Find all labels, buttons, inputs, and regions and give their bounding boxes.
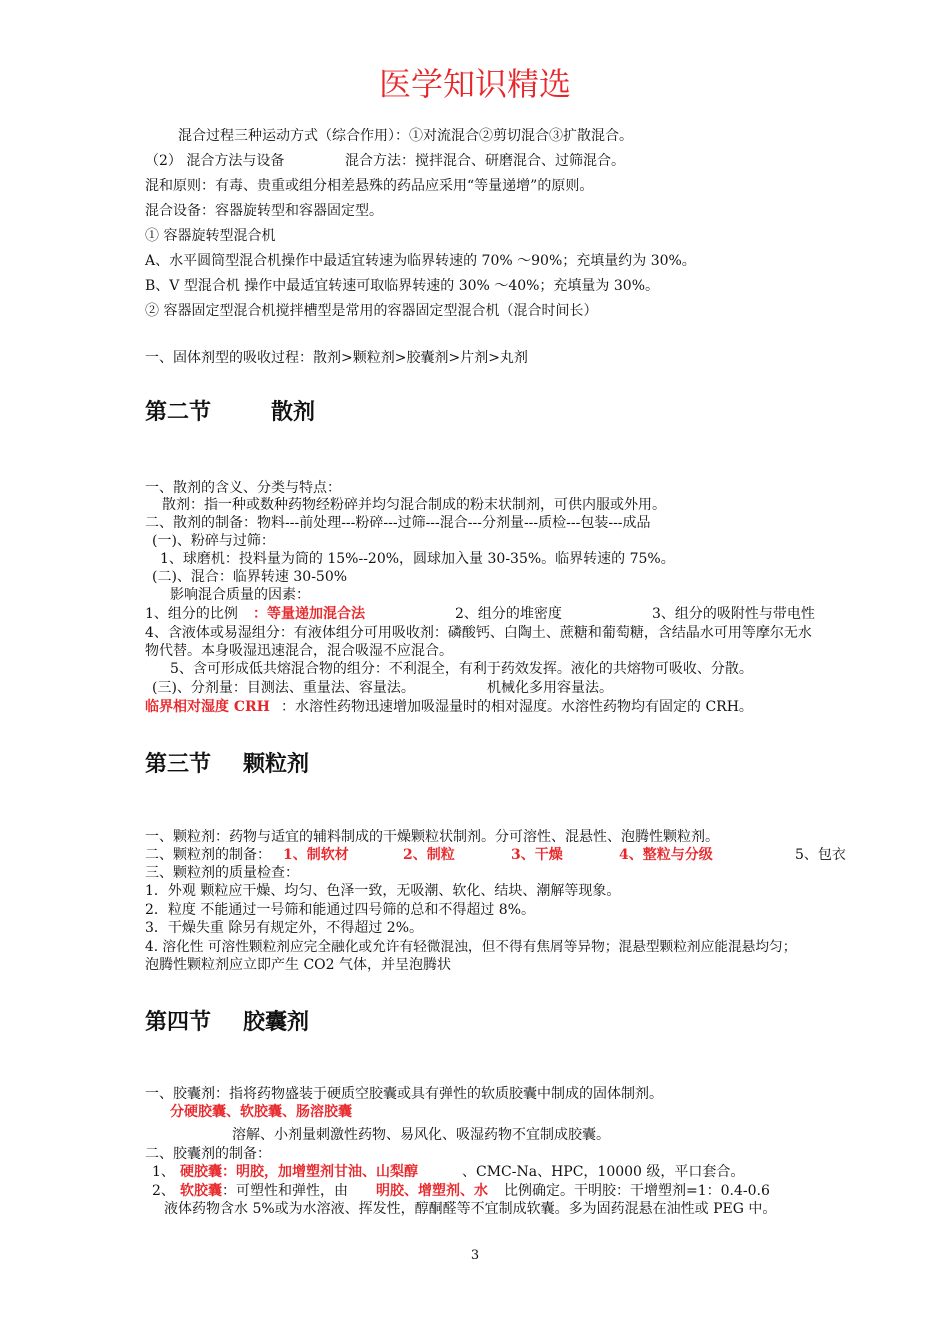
sec2-line-3: 二、散剂的制备：物料---前处理---粉碎---过筛---混合---分剂量---质检---包装---成品 bbox=[145, 515, 651, 531]
page-number: 3 bbox=[470, 1248, 480, 1263]
sec4-line-4: 二、胶囊剂的制备： bbox=[145, 1146, 271, 1162]
sec2-line-7: 影响混合质量的因素： bbox=[170, 587, 310, 603]
sec3-line-1: 一、颗粒剂：药物与适宜的辅料制成的干燥颗粒状制剂。分可溶性、混悬性、泡腾性颗粒剂。 bbox=[145, 829, 719, 845]
section-3-title: 颗粒剂 bbox=[243, 751, 310, 777]
sec3-line-2f: 5、包衣 bbox=[795, 847, 846, 863]
section-2-heading bbox=[145, 398, 315, 426]
sec2-line-2: 散剂：指一种或数种药物经粉碎并均匀混合制成的粉末状制剂，可供内服或外用。 bbox=[162, 497, 666, 513]
section-4-title: 胶囊剂 bbox=[243, 1009, 310, 1035]
sec2-line-12a: (三)、分剂量：目测法、重量法、容量法。 bbox=[152, 680, 415, 696]
sec4-line-5a: 1、 bbox=[152, 1164, 175, 1180]
document-title: 医学知识精选 bbox=[378, 65, 571, 103]
intro-line-9: 一、固体剂型的吸收过程：散剂>颗粒剂>胶囊剂>片剂>丸剂 bbox=[145, 350, 528, 366]
sec2-line-6: (二)、混合：临界转速 30-50% bbox=[152, 569, 348, 585]
sec4-line-7: 液体药物含水 5%或为水溶液、挥发性，醇酮醛等不宜制成软囊。多为固药混悬在油性或 PEG 中。 bbox=[164, 1201, 777, 1217]
sec4-line-6d: 明胶、增塑剂、水 bbox=[376, 1183, 488, 1199]
sec3-line-2e: 4、整粒与分级 bbox=[619, 847, 713, 863]
sec4-line-6b: 软胶囊 bbox=[180, 1183, 222, 1199]
section-4-number: 第四节 bbox=[145, 1009, 212, 1035]
intro-line-1: 混合过程三种运动方式（综合作用）：①对流混合②剪切混合③扩散混合。 bbox=[178, 128, 633, 144]
sec4-line-5b: 硬胶囊：明胶，加增塑剂甘油、山梨醇 bbox=[180, 1164, 418, 1180]
sec2-line-10: 物代替。本身吸湿迅速混合，混合吸湿不应混合。 bbox=[145, 643, 453, 659]
intro-line-3: 混和原则：有毒、贵重或组分相差悬殊的药品应采用“等量递增”的原则。 bbox=[145, 178, 594, 194]
intro-line-6: A、水平圆筒型混合机操作中最适宜转速为临界转速的 70% ～90%；充填量约为 30%。 bbox=[145, 253, 696, 269]
sec4-line-6a: 2、 bbox=[152, 1183, 175, 1199]
sec3-line-2c: 2、制粒 bbox=[403, 847, 455, 863]
sec3-line-2a: 二、颗粒剂的制备： bbox=[145, 847, 271, 863]
intro-line-7: B、V 型混合机 操作中最适宜转速可取临界转速的 30% ～40%；充填量为 30%。 bbox=[145, 278, 659, 294]
sec2-line-4: (一)、粉碎与过筛： bbox=[152, 533, 275, 549]
sec2-line-8b: ：等量递加混合法 bbox=[253, 606, 365, 622]
sec4-line-6c: ：可塑性和弹性，由 bbox=[222, 1183, 348, 1199]
sec3-line-3: 三、颗粒剂的质量检查： bbox=[145, 865, 299, 881]
sec4-line-6e: 比例确定。干明胶：干增塑剂=1：0.4-0.6 bbox=[504, 1183, 770, 1199]
intro-line-4: 混合设备：容器旋转型和容器固定型。 bbox=[145, 203, 383, 219]
intro-line-2a: （2） 混合方法与设备 bbox=[145, 153, 285, 169]
section-3-number: 第三节 bbox=[145, 751, 212, 777]
section-4-heading bbox=[145, 1008, 309, 1036]
sec3-line-2d: 3、干燥 bbox=[511, 847, 563, 863]
sec2-line-13b: ：水溶性药物迅速增加吸湿量时的相对湿度。水溶性药物均有固定的 CRH。 bbox=[281, 699, 753, 715]
sec3-line-4: 1．外观 颗粒应干燥、均匀、色泽一致，无吸潮、软化、结块、潮解等现象。 bbox=[145, 883, 621, 899]
sec4-line-2: 分硬胶囊、软胶囊、肠溶胶囊 bbox=[170, 1104, 352, 1120]
sec3-line-7: 4. 溶化性 可溶性颗粒剂应完全融化或允许有轻微混浊，但不得有焦屑等异物；混悬型颗粒剂应能混悬均匀； bbox=[145, 939, 797, 955]
section-3-heading bbox=[145, 750, 309, 778]
sec2-line-8c: 2、组分的堆密度 bbox=[455, 606, 562, 622]
sec2-line-11: 5、含可形成低共熔混合物的组分：不利混全，有利于药效发挥。液化的共熔物可吸收、分散。 bbox=[170, 661, 753, 677]
sec2-line-9: 4、含液体或易湿组分：有液体组分可用吸收剂：磷酸钙、白陶土、蔗糖和葡萄糖，含结晶水可用等摩尔无水 bbox=[145, 625, 812, 641]
sec2-line-8d: 3、组分的吸附性与带电性 bbox=[652, 606, 815, 622]
sec3-line-8: 泡腾性颗粒剂应立即产生 CO2 气体，并呈泡腾状 bbox=[145, 957, 451, 973]
sec2-line-1: 一、散剂的含义、分类与特点： bbox=[145, 480, 341, 496]
sec2-line-8a: 1、组分的比例 bbox=[145, 606, 238, 622]
intro-line-2b: 混合方法：搅拌混合、研磨混合、过筛混合。 bbox=[345, 153, 625, 169]
sec3-line-5: 2．粒度 不能通过一号筛和能通过四号筛的总和不得超过 8%。 bbox=[145, 902, 536, 918]
intro-line-8: ② 容器固定型混合机搅拌槽型是常用的容器固定型混合机（混合时间长） bbox=[145, 303, 598, 319]
section-2-title: 散剂 bbox=[271, 399, 316, 425]
sec4-line-1: 一、胶囊剂：指将药物盛装于硬质空胶囊或具有弹性的软质胶囊中制成的固体制剂。 bbox=[145, 1086, 663, 1102]
sec2-line-13a: 临界相对湿度 CRH bbox=[145, 699, 270, 715]
sec3-line-2b: 1、制软材 bbox=[283, 847, 349, 863]
intro-line-5: ① 容器旋转型混合机 bbox=[145, 228, 276, 244]
sec4-line-3: 溶解、小剂量刺激性药物、易风化、吸湿药物不宜制成胶囊。 bbox=[232, 1127, 610, 1143]
section-2-number: 第二节 bbox=[145, 399, 212, 425]
sec4-line-5c: 、CMC-Na、HPC，10000 级，平口套合。 bbox=[462, 1164, 745, 1180]
sec3-line-6: 3．干燥失重 除另有规定外，不得超过 2%。 bbox=[145, 920, 424, 936]
sec2-line-12b: 机械化多用容量法。 bbox=[487, 680, 613, 696]
sec2-line-5: 1、球磨机：投料量为筒的 15%--20%，圆球加入量 30-35%。临界转速的 75%。 bbox=[160, 551, 675, 567]
